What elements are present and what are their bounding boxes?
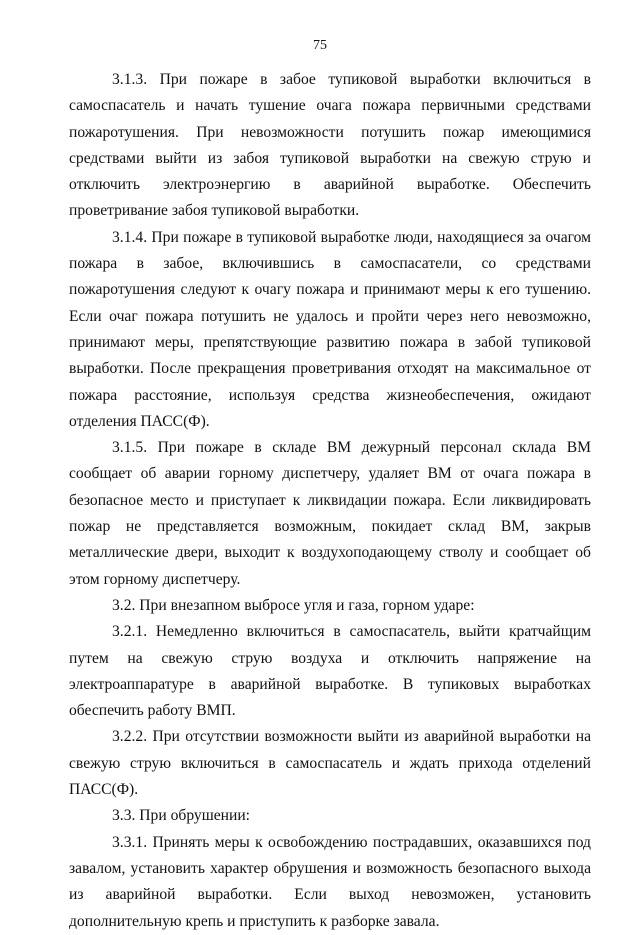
- document-body: [69, 67, 591, 935]
- paragraph-3-2-2: 3.2.2. При отсутствии возможности выйти из аварийной выработки на свежую струю включиться в самоспасатель и ждать прихода отделений ПАСС(Ф).: [69, 728, 591, 799]
- paragraph-3-2: 3.2. При внезапном выбросе угля и газа, горном ударе:: [112, 596, 475, 614]
- paragraph-3-1-3: 3.1.3. При пожаре в забое тупиковой выработки включиться в самоспасатель и начать тушение очага пожара первичными средствами пожаротушения. При невозможности потушить пожар имеющимися средствами выйти из забоя тупиковой выработки на свежую струю и отключить электроэнергию в аварийной выработке. Обеспечить проветривание забоя тупиковой выработки.: [69, 71, 591, 220]
- paragraph-3-2-1: 3.2.1. Немедленно включиться в самоспасатель, выйти кратчайщим путем на свежую струю воздуха и отключить напряжение на электроаппаратуре в аварийной выработке. В тупиковых выработках обеспечить работу ВМП.: [69, 623, 591, 720]
- paragraph-3-1-5: 3.1.5. При пожаре в складе ВМ дежурный персонал склада ВМ сообщает об аварии горному диспетчеру, удаляет ВМ от очага пожара в безопасное место и приступает к ликвидации пожара. Если ликвидировать пожар не представляется возможным, покидает склад ВМ, закрыв металлические двери, выходит к воздухоподающему стволу и сообщает об этом горному диспетчеру.: [69, 439, 591, 588]
- paragraph-3-3: 3.3. При обрушении:: [112, 807, 251, 825]
- paragraph-3-1-4: 3.1.4. При пожаре в тупиковой выработке люди, находящиеся за очагом пожара в забое, включившись в самоспасатели, со средствами пожаротушения следуют к очагу пожара и принимают меры к его тушению. Если очаг пожара потушить не удалось и пройти через него невозможно, принимают меры, препятствующие развитию пожара в забой тупиковой выработки. После прекращения проветривания отходят на максимальное от пожара расстояние, используя средства жизнеобеспечения, ожидают отделения ПАСС(Ф).: [69, 228, 591, 430]
- paragraph-3-3-1: 3.3.1. Принять меры к освобождению пострадавших, оказавшихся под завалом, установить характер обрушения и возможность безопасного выхода из аварийной выработки. Если выход невозможен, установить дополнительную крепь и приступить к разборке завала.: [69, 833, 591, 930]
- page-number: 75: [313, 38, 327, 53]
